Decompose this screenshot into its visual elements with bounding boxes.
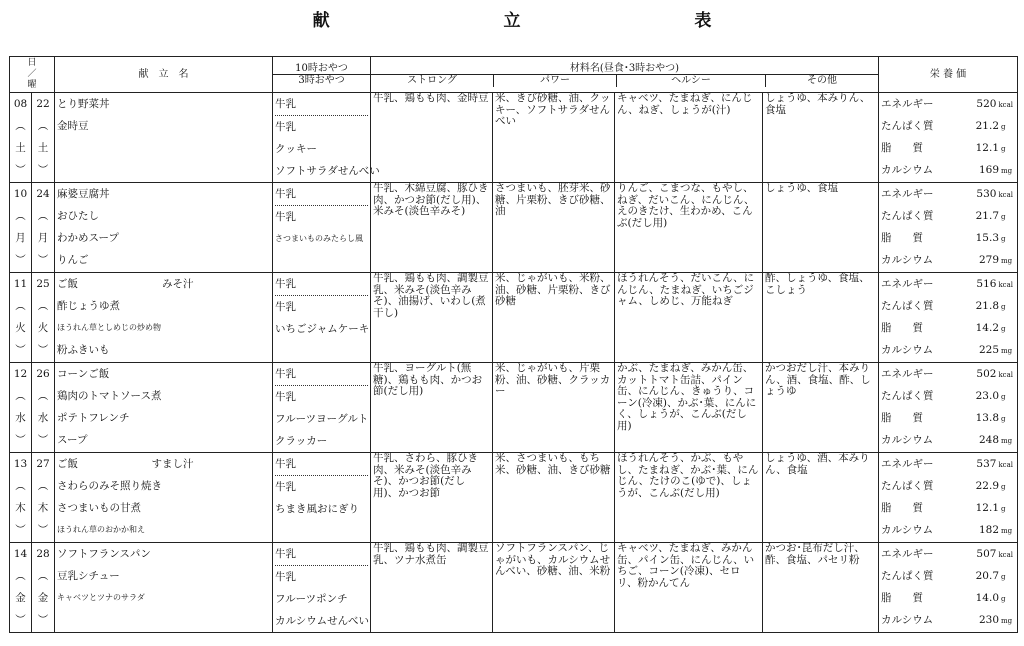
nutrient-value: 21.2 <box>975 120 1000 132</box>
c1-line: 火 <box>15 322 26 334</box>
menu-cell <box>55 183 273 273</box>
c2-line: ︶ <box>37 344 49 356</box>
nutrient-label: エネルギー <box>881 368 934 380</box>
snacks-line: 牛乳 <box>275 183 368 206</box>
date-col-1 <box>10 363 32 453</box>
nutrient-label: たんぱく質 <box>881 120 934 132</box>
c2-line: ︵ <box>37 300 49 312</box>
date-col-1 <box>10 543 32 633</box>
c2-line: ︶ <box>37 614 49 626</box>
snacks-line: 牛乳 <box>275 211 297 223</box>
c1-line: 土 <box>15 142 26 154</box>
nutrient-label: 脂 質 <box>881 322 924 334</box>
materials-header: 材料名(昼食･3時おやつ) ストロング パワー ヘルシー その他 <box>371 57 879 93</box>
snacks-line: 牛乳 <box>275 391 297 403</box>
c2-line: 土 <box>37 142 49 154</box>
power-cell: ソフトフランスパン、じゃがいも、カルシウムせんべい、砂糖、油、米粉 <box>493 543 615 633</box>
snacks-line <box>275 250 368 272</box>
nutrient-unit: mg <box>1001 257 1013 265</box>
date-header: 日 ／ 曜 <box>10 57 55 93</box>
snack-cell <box>273 363 371 453</box>
nutrient-value: 520 <box>976 98 997 110</box>
menu-line <box>57 159 270 181</box>
c2-line: 27 <box>36 458 50 470</box>
c1-line: ︵ <box>15 120 26 132</box>
nutrient-label: エネルギー <box>881 458 934 470</box>
menu-name-header: 献 立 名 <box>55 57 273 93</box>
c1-line: 月 <box>15 232 26 244</box>
c1-line: ︶ <box>15 614 26 626</box>
nutrient-unit: g <box>1001 573 1006 581</box>
nutrition-cell <box>879 273 1018 363</box>
c2-line: 26 <box>36 368 50 380</box>
day-row <box>10 183 1018 273</box>
strong-cell: 牛乳、木綿豆腐、豚ひき肉、かつお節(だし用)、米みそ(淡色辛みそ) <box>371 183 493 273</box>
nutrient-line <box>881 227 1015 249</box>
c2-line: ︵ <box>37 390 49 402</box>
power-cell: さつまいも、胚芽米、砂糖、片栗粉、きび砂糖、油 <box>493 183 615 273</box>
snack-cell <box>273 453 371 543</box>
snacks-line: いちごジャムケーキ <box>275 323 370 335</box>
nutrient-unit: g <box>1001 505 1006 513</box>
date-col-2 <box>32 363 55 453</box>
c1-line: 14 <box>13 548 28 560</box>
nutrient-line <box>881 93 1015 115</box>
nutrient-line <box>881 385 1015 407</box>
day-row <box>10 363 1018 453</box>
date-col-2 <box>32 453 55 543</box>
c1-line: ︶ <box>15 524 26 536</box>
nutrient-line <box>881 115 1015 137</box>
c1-line: ︵ <box>15 300 26 312</box>
c1-line: ︵ <box>15 480 26 492</box>
menu-line: コーンご飯 <box>57 368 110 380</box>
strong-cell: 牛乳、ヨーグルト(無糖)、鶏もも肉、かつお節(だし用) <box>371 363 493 453</box>
c2-line: 22 <box>36 98 50 110</box>
nutrient-value: 15.3 <box>975 232 1000 244</box>
nutrient-value: 169 <box>978 164 1000 176</box>
c1-line: ︵ <box>15 390 26 402</box>
power-cell: 米、きび砂糖、油、クッキー、ソフトサラダせんべい <box>493 93 615 183</box>
c2-line: 金 <box>37 592 49 604</box>
menu-cell <box>55 453 273 543</box>
nutrient-unit: g <box>1001 325 1006 333</box>
menu-line: キャベツとツナのサラダ <box>57 593 145 602</box>
day-row <box>10 453 1018 543</box>
menu-cell <box>55 273 273 363</box>
nutrient-unit: kcal <box>998 101 1014 109</box>
other-cell: しょうゆ、酒、本みりん、食塩 <box>763 453 879 543</box>
nutrient-unit: g <box>1001 213 1006 221</box>
nutrient-unit: g <box>1001 145 1006 153</box>
c1-line: ︵ <box>15 210 26 222</box>
healthy-cell: ほうれんそう、かぶ、もやし、たまねぎ、かぶ･葉、にんじん、たけのこ(ゆで)、しょうが、こんぶ(だし用) <box>615 453 763 543</box>
nutrient-line <box>881 519 1015 541</box>
c2-line: ︶ <box>37 434 49 446</box>
nutrient-line <box>881 159 1015 181</box>
nutrient-value: 21.8 <box>975 300 1000 312</box>
c1-line: 木 <box>15 502 26 514</box>
nutrient-line <box>881 497 1015 519</box>
nutrient-line <box>881 205 1015 227</box>
nutrient-unit: g <box>1001 393 1006 401</box>
snack-cell <box>273 183 371 273</box>
snacks-line: クラッカー <box>275 435 328 447</box>
nutrient-line <box>881 543 1015 565</box>
other-cell: しょうゆ、本みりん、食塩 <box>763 93 879 183</box>
c1-line: ︶ <box>15 434 26 446</box>
other-cell: 酢、しょうゆ、食塩、こしょう <box>763 273 879 363</box>
snacks-line: クッキー <box>275 143 318 155</box>
menu-line: スープ <box>57 434 88 446</box>
nutrient-label: たんぱく質 <box>881 570 934 582</box>
date-col-1 <box>10 93 32 183</box>
nutrient-unit: kcal <box>998 371 1014 379</box>
c2-line: 水 <box>37 412 49 424</box>
nutrient-value: 12.1 <box>975 502 1000 514</box>
c2-line: 25 <box>36 278 50 290</box>
other-cell: かつおだし汁、本みりん、酒、食塩、酢、しょうゆ <box>763 363 879 453</box>
strong-cell: 牛乳、鶏もも肉、調製豆乳、ツナ水煮缶 <box>371 543 493 633</box>
c1-line: 金 <box>15 592 26 604</box>
snack-cell <box>273 543 371 633</box>
menu-line: 金時豆 <box>57 120 89 132</box>
nutrient-value: 507 <box>976 548 997 560</box>
menu-line: 鶏肉のトマトソース煮 <box>57 390 162 402</box>
nutrient-value: 21.7 <box>975 210 1000 222</box>
snacks-line: さつまいものみたらし風 <box>275 234 364 243</box>
nutrient-label: カルシウム <box>881 344 934 356</box>
nutrient-label: エネルギー <box>881 98 934 110</box>
c1-line: 10 <box>13 188 28 200</box>
nutrient-line <box>881 407 1015 429</box>
date-col-2 <box>32 183 55 273</box>
c1-line: ︶ <box>15 344 26 356</box>
snacks-line: ソフトサラダせんべい <box>275 165 380 177</box>
c2-line: ︵ <box>37 120 49 132</box>
snacks-line: 牛乳 <box>275 481 297 493</box>
c1-line: 11 <box>13 278 28 290</box>
c2-line: ︶ <box>37 164 49 176</box>
nutrient-value: 14.0 <box>975 592 1000 604</box>
c2-line: 24 <box>36 188 50 200</box>
nutrient-value: 279 <box>978 254 1000 266</box>
c2-line: ︵ <box>37 210 49 222</box>
snack-header: 10時おやつ 3時おやつ <box>273 57 371 93</box>
menu-line: さつまいもの甘煮 <box>57 502 142 514</box>
c1-line: ︶ <box>15 164 26 176</box>
menu-line: おひたし <box>57 210 100 222</box>
nutrient-label: エネルギー <box>881 278 934 290</box>
other-cell: しょうゆ、食塩 <box>763 183 879 273</box>
nutrient-value: 22.9 <box>975 480 1000 492</box>
nutrient-value: 20.7 <box>975 570 1000 582</box>
c2-line: 28 <box>36 548 50 560</box>
nutrition-cell <box>879 453 1018 543</box>
healthy-cell: ほうれんそう、だいこん、にんじん、たまねぎ、いちごジャム、しめじ、万能ねぎ <box>615 273 763 363</box>
nutrient-label: カルシウム <box>881 614 934 626</box>
menu-line: 麻婆豆腐丼 <box>57 188 110 200</box>
c1-line: 13 <box>13 458 28 470</box>
date-col-1 <box>10 183 32 273</box>
date-col-2 <box>32 543 55 633</box>
healthy-cell: かぶ、たまねぎ、みかん缶、カットトマト缶詰、パイン缶、にんじん、きゅうり、コーン(冷凍)、かぶ･葉、にんにく、しょうが、こんぶ(だし用) <box>615 363 763 453</box>
menu-cell <box>55 543 273 633</box>
nutrient-unit: mg <box>1001 617 1013 625</box>
menu-line: 酢じょうゆ煮 <box>57 300 121 312</box>
c2-line: 木 <box>37 502 49 514</box>
snacks-line: 牛乳 <box>275 121 297 133</box>
nutrient-unit: g <box>1001 415 1006 423</box>
menu-cell <box>55 363 273 453</box>
menu-line: りんご <box>57 254 89 266</box>
snacks-line: 牛乳 <box>275 453 368 476</box>
snacks-line: フルーツポンチ <box>275 593 348 605</box>
nutrient-value: 516 <box>976 278 997 290</box>
nutrient-line <box>881 249 1015 271</box>
c1-line: ︵ <box>15 570 26 582</box>
nutrient-label: たんぱく質 <box>881 300 934 312</box>
nutrient-value: 530 <box>976 188 997 200</box>
menu-table <box>9 56 1018 633</box>
snack-cell <box>273 93 380 183</box>
nutrient-value: 23.0 <box>975 390 1000 402</box>
nutrition-cell <box>879 93 1018 183</box>
snacks-line: カルシウムせんべい <box>275 615 369 627</box>
nutrition-cell <box>879 543 1018 633</box>
nutrient-unit: g <box>1001 123 1006 131</box>
snacks-line: 牛乳 <box>275 301 297 313</box>
c2-line: 火 <box>37 322 49 334</box>
snacks-line <box>275 340 368 362</box>
menu-line: ほうれん草としめじの炒め物 <box>57 323 162 332</box>
snacks-line: 牛乳 <box>275 363 368 386</box>
nutrient-unit: mg <box>1001 437 1013 445</box>
menu-line: わかめスープ <box>57 232 119 244</box>
nutrient-label: カルシウム <box>881 254 934 266</box>
healthy-cell: りんご、こまつな、もやし、ねぎ、だいこん、にんじん、えのきたけ、生わかめ、こんぶ(だし用) <box>615 183 763 273</box>
nutrient-value: 537 <box>976 458 997 470</box>
c2-line: ︵ <box>37 570 49 582</box>
nutrient-label: 脂 質 <box>881 142 924 154</box>
strong-cell: 牛乳、鶏もも肉、金時豆 <box>371 93 493 183</box>
nutrient-line <box>881 295 1015 317</box>
nutrient-unit: kcal <box>998 551 1014 559</box>
menu-line: ソフトフランスパン <box>57 548 151 560</box>
snacks-line: ちまき風おにぎり <box>275 503 360 515</box>
nutrient-label: カルシウム <box>881 164 934 176</box>
menu-line: 粉ふきいも <box>57 344 110 356</box>
snacks-line: フルーツヨーグルト <box>275 413 369 425</box>
nutrition-cell <box>879 363 1018 453</box>
nutrient-unit: mg <box>1001 527 1013 535</box>
nutrient-unit: g <box>1001 595 1006 603</box>
nutrient-line <box>881 429 1015 451</box>
nutrient-value: 13.8 <box>975 412 1000 424</box>
nutrient-line <box>881 317 1015 339</box>
nutrient-value: 502 <box>976 368 997 380</box>
snacks-line: 牛乳 <box>275 93 368 116</box>
nutrient-unit: g <box>1001 303 1006 311</box>
nutrient-line <box>881 609 1015 631</box>
nutrient-label: たんぱく質 <box>881 480 934 492</box>
menu-cell <box>55 93 273 183</box>
date-col-1 <box>10 273 32 363</box>
nutrient-unit: g <box>1001 235 1006 243</box>
nutrient-line <box>881 565 1015 587</box>
nutrient-line <box>881 273 1015 295</box>
day-row <box>10 543 1018 633</box>
nutrient-label: エネルギー <box>881 188 934 200</box>
nutrient-value: 14.2 <box>975 322 1000 334</box>
power-cell: 米、じゃがいも、片栗粉、油、砂糖、クラッカー <box>493 363 615 453</box>
nutrition-header: 栄 養 価 <box>879 57 1018 93</box>
strong-cell: 牛乳、鶏もも肉、調製豆乳、米みそ(淡色辛みそ)、油揚げ、いわし(煮干し) <box>371 273 493 363</box>
date-col-2 <box>32 93 55 183</box>
nutrient-value: 230 <box>978 614 1000 626</box>
snacks-line: 牛乳 <box>275 273 368 296</box>
nutrient-label: エネルギー <box>881 548 934 560</box>
nutrient-line <box>881 339 1015 361</box>
nutrient-line <box>881 183 1015 205</box>
snacks-line: 牛乳 <box>275 543 368 566</box>
nutrient-line <box>881 475 1015 497</box>
menu-line: ほうれん草のおかか和え <box>57 525 146 534</box>
nutrient-label: 脂 質 <box>881 232 924 244</box>
snack-cell <box>273 273 371 363</box>
nutrient-unit: kcal <box>998 281 1014 289</box>
nutrient-value: 12.1 <box>975 142 1000 154</box>
strong-cell: 牛乳、さわら、豚ひき肉、米みそ(淡色辛みそ)、かつお節(だし用)、かつお節 <box>371 453 493 543</box>
menu-line: 豆乳シチュー <box>57 570 120 582</box>
c2-line: ︶ <box>37 254 49 266</box>
power-cell: 米、じゃがいも、米粉、油、砂糖、片栗粉、きび砂糖 <box>493 273 615 363</box>
nutrient-unit: mg <box>1001 167 1013 175</box>
date-col-2 <box>32 273 55 363</box>
c1-line: 12 <box>13 368 28 380</box>
c2-line: ︵ <box>37 480 49 492</box>
nutrition-cell <box>879 183 1018 273</box>
nutrient-unit: mg <box>1001 347 1013 355</box>
c1-line: 水 <box>15 412 26 424</box>
nutrient-label: たんぱく質 <box>881 210 934 222</box>
nutrient-label: カルシウム <box>881 524 934 536</box>
nutrient-label: 脂 質 <box>881 412 924 424</box>
nutrient-label: カルシウム <box>881 434 934 446</box>
power-cell: 米、さつまいも、もち米、砂糖、油、きび砂糖 <box>493 453 615 543</box>
menu-line: さわらのみそ照り焼き <box>57 480 163 492</box>
healthy-cell: キャベツ、たまねぎ、みかん缶、パイン缶、にんじん、いちご、コーン(冷凍)、セロリ、粉かんてん <box>615 543 763 633</box>
menu-line <box>57 137 270 159</box>
other-cell: かつお･昆布だし汁、酢、食塩、パセリ粉 <box>763 543 879 633</box>
menu-line: とり野菜丼 <box>57 98 110 110</box>
snacks-line: 牛乳 <box>275 571 297 583</box>
menu-line: ご飯 すまし汁 <box>57 458 194 470</box>
snacks-line <box>275 520 368 542</box>
nutrient-unit: kcal <box>998 461 1014 469</box>
menu-line: ご飯 みそ汁 <box>57 278 194 290</box>
menu-line: ポテトフレンチ <box>57 412 130 424</box>
nutrient-line <box>881 363 1015 385</box>
nutrient-line <box>881 587 1015 609</box>
c2-line: ︶ <box>37 524 49 536</box>
c1-line: ︶ <box>15 254 26 266</box>
page-title: 献 立 表 <box>312 11 796 31</box>
nutrient-value: 248 <box>978 434 1000 446</box>
date-col-1 <box>10 453 32 543</box>
menu-line <box>57 609 270 631</box>
nutrient-label: 脂 質 <box>881 592 924 604</box>
healthy-cell: キャベツ、たまねぎ、にんじん、ねぎ、しょうが(汁) <box>615 93 763 183</box>
nutrient-label: たんぱく質 <box>881 390 934 402</box>
c2-line: 月 <box>37 232 49 244</box>
nutrient-value: 225 <box>978 344 1000 356</box>
nutrient-value: 182 <box>978 524 1000 536</box>
nutrient-label: 脂 質 <box>881 502 924 514</box>
nutrient-unit: kcal <box>998 191 1014 199</box>
nutrient-line <box>881 453 1015 475</box>
c1-line: 08 <box>13 98 28 110</box>
day-row <box>10 273 1018 363</box>
day-row <box>10 93 1018 183</box>
nutrient-unit: g <box>1001 483 1006 491</box>
nutrient-line <box>881 137 1015 159</box>
